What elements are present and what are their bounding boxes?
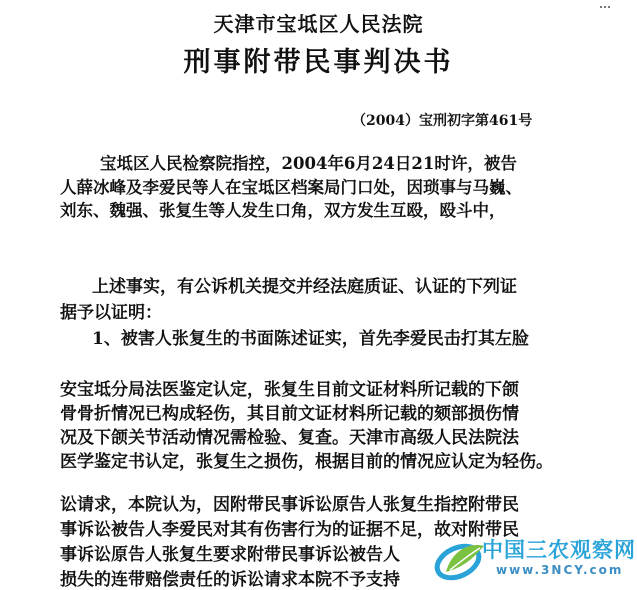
text-line: 安宝坻分局法医鉴定认定，张复生目前文证材料所记载的下颌 bbox=[60, 380, 519, 400]
clip-gap bbox=[0, 236, 637, 262]
site-watermark bbox=[432, 532, 637, 590]
text-line: 事诉讼被告人李爱民对其有伤害行为的证据不足，故对附带民 bbox=[60, 520, 519, 540]
text-line: 1、被害人张复生的书面陈述证实，首先李爱民击打其左脸 bbox=[92, 329, 529, 349]
text-line: 刘东、魏强、张复生等人发生口角，双方发生互殴，殴斗中， bbox=[60, 201, 506, 220]
court-name: 天津市宝坻区人民法院 bbox=[213, 12, 424, 36]
text-line: 据予以证明： bbox=[60, 303, 162, 323]
text-line: 骨骨折情况已构成轻伤，其目前文证材料所记载的颏部损伤情 bbox=[60, 404, 519, 424]
clip-gap bbox=[0, 472, 637, 486]
text-line: 损失的连带赔偿责任的诉讼请求本院不予支持 bbox=[60, 570, 400, 590]
text-line: 上述事实，有公诉机关提交并经法庭质证、认证的下列证 bbox=[92, 277, 517, 297]
document-title: 刑事附带民事判决书 bbox=[183, 47, 454, 78]
text-line: 况及下颌关节活动情况需检验、复查。天津市高级人民法院法 bbox=[60, 428, 519, 448]
text-line: 人薛冰峰及李爱民等人在宝坻区档案局门口处，因琐事与马巍、 bbox=[60, 178, 522, 197]
text-line: 讼请求，本院认为，因附带民事诉讼原告人张复生指控附带民 bbox=[60, 495, 519, 515]
watermark-site-name: 中国三农观察网 bbox=[482, 538, 636, 562]
text-line: 事诉讼原告人张复生要求附带民事诉讼被告人 bbox=[60, 545, 400, 565]
text-line: 宝坻区人民检察院指控，2004年6月24日21时许，被告 bbox=[100, 154, 517, 173]
text-line: 医学鉴定书认定，张复生之损伤，根据目前的情况应认定为轻伤。 bbox=[60, 452, 553, 472]
watermark-site-url: www.3NCY.com bbox=[496, 563, 624, 577]
case-number: （2004）宝刑初字第461号 bbox=[352, 113, 533, 129]
